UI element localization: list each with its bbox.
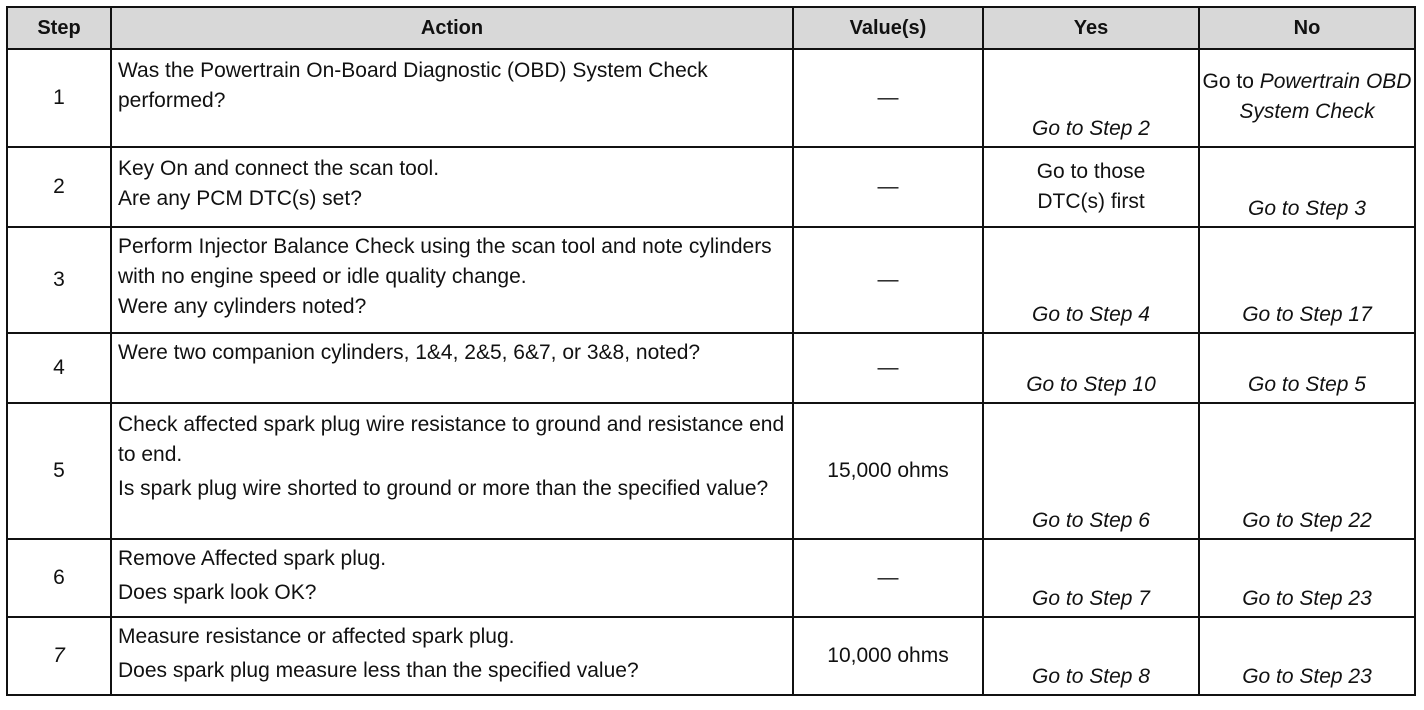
header-values: Value(s) (793, 7, 983, 49)
header-row (7, 7, 1415, 49)
no-cell: Go to Step 23 (1199, 539, 1415, 617)
no-cell: Go to Step 23 (1199, 617, 1415, 695)
action-cell (111, 539, 793, 617)
action-cell (111, 333, 793, 403)
action-cell (111, 617, 793, 695)
diagnostic-table-container (6, 6, 1416, 696)
yes-cell: Go to those DTC(s) first (983, 147, 1199, 227)
action-question: Does spark plug measure less than the specified value? (118, 659, 639, 682)
step-number: 7 (7, 617, 111, 695)
action-text: Was the Powertrain On-Board Diagnostic (OBD) System Check performed? (118, 59, 708, 112)
header-action: Action (111, 7, 793, 49)
action-text: Perform Injector Balance Check using the scan tool and note cylinders with no engine speed or idle quality change. (118, 235, 772, 288)
table-row (7, 49, 1415, 147)
header-yes: Yes (983, 7, 1199, 49)
action-cell (111, 49, 793, 147)
no-cell (1199, 49, 1415, 147)
no-cell: Go to Step 3 (1199, 147, 1415, 227)
action-text: Check affected spark plug wire resistance to ground and resistance end to end. (118, 413, 785, 466)
yes-cell: Go to Step 8 (983, 617, 1199, 695)
table-row (7, 227, 1415, 333)
action-text: Key On and connect the scan tool. (118, 157, 440, 180)
table-row (7, 333, 1415, 403)
action-cell (111, 227, 793, 333)
action-question: Does spark look OK? (118, 581, 317, 604)
value-cell: — (793, 49, 983, 147)
no-cell: Go to Step 5 (1199, 333, 1415, 403)
yes-cell: Go to Step 7 (983, 539, 1199, 617)
action-cell (111, 403, 793, 539)
yes-cell: Go to Step 4 (983, 227, 1199, 333)
value-cell: 15,000 ohms (793, 403, 983, 539)
action-text: Remove Affected spark plug. (118, 547, 387, 570)
action-question: Are any PCM DTC(s) set? (118, 187, 362, 210)
no-prefix: Go to (1202, 70, 1260, 93)
step-number: 3 (7, 227, 111, 333)
action-text: Were two companion cylinders, 1&4, 2&5, 6&7, or 3&8, noted? (118, 341, 701, 364)
table-row (7, 617, 1415, 695)
no-cell: Go to Step 17 (1199, 227, 1415, 333)
action-question: Were any cylinders noted? (118, 295, 367, 318)
diagnostic-table (6, 6, 1416, 696)
value-cell: — (793, 539, 983, 617)
value-cell: — (793, 333, 983, 403)
no-text: Powertrain OBD System Check (1239, 70, 1412, 123)
yes-cell: Go to Step 6 (983, 403, 1199, 539)
yes-cell: Go to Step 10 (983, 333, 1199, 403)
table-row (7, 539, 1415, 617)
no-cell: Go to Step 22 (1199, 403, 1415, 539)
step-number: 4 (7, 333, 111, 403)
action-text: Measure resistance or affected spark plug. (118, 625, 515, 648)
action-question: Is spark plug wire shorted to ground or more than the specified value? (118, 477, 769, 500)
header-no: No (1199, 7, 1415, 49)
step-number: 5 (7, 403, 111, 539)
step-number: 1 (7, 49, 111, 147)
table-row (7, 147, 1415, 227)
step-number: 2 (7, 147, 111, 227)
action-cell (111, 147, 793, 227)
value-cell: — (793, 147, 983, 227)
yes-cell: Go to Step 2 (983, 49, 1199, 147)
value-cell: — (793, 227, 983, 333)
value-cell: 10,000 ohms (793, 617, 983, 695)
header-step: Step (7, 7, 111, 49)
table-row (7, 403, 1415, 539)
step-number: 6 (7, 539, 111, 617)
